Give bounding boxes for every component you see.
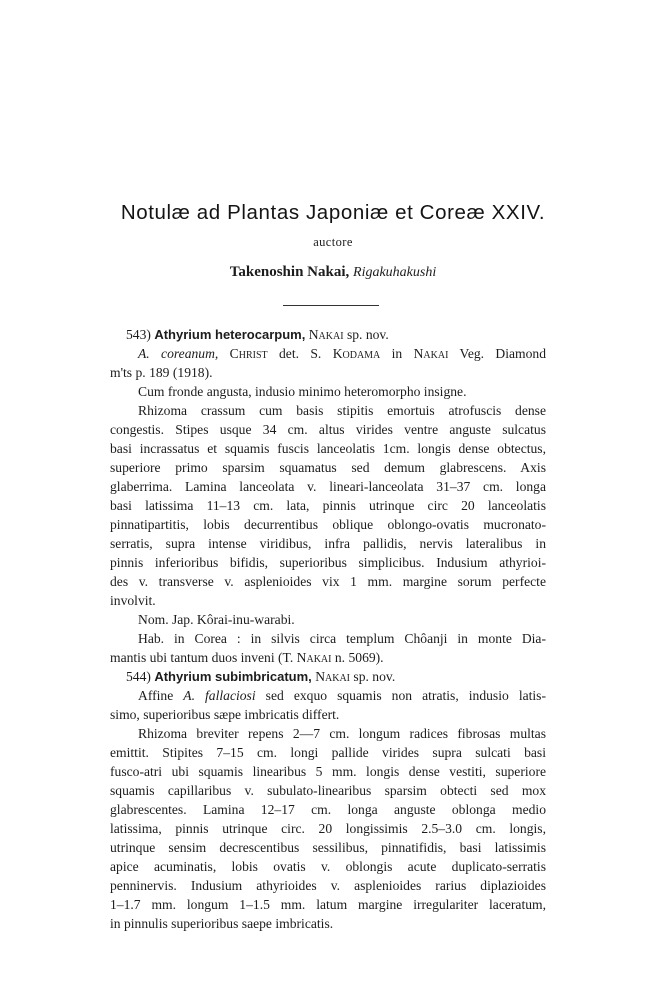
habitat-line-2: mantis ubi tantum duos inveni (T. Nakai n. 5069).: [110, 650, 384, 665]
article-body: [110, 325, 546, 933]
description-line: emittit. Stipites 7–15 cm. longi pallide virides supra sulcati basi: [110, 745, 546, 760]
description-line: Rhizoma breviter repens 2—7 cm. longum radices fibrosas multas: [138, 726, 546, 741]
author-role: Rigakuhakushi: [353, 265, 437, 280]
description-line: in pinnulis superioribus saepe imbricatis.: [110, 916, 334, 931]
species-heading-544: [110, 667, 546, 686]
species-authority: Nakai: [315, 669, 351, 684]
vernacular-name: Nom. Jap. Kôrai-inu-warabi.: [138, 612, 295, 627]
title-divider: [283, 305, 379, 306]
habitat-line: Hab. in Corea : in silvis circa templum Chôanji in monte Dia-: [138, 631, 546, 646]
description-line: glaberrima. Lamina lanceolata v. lineari-lanceolata 31–37 cm. longa: [110, 479, 546, 494]
description-line: apice acuminatis, lobis ovatis v. oblongis acute duplicato-serratis: [110, 859, 546, 874]
synonym-line-2: m'ts p. 189 (1918).: [110, 365, 213, 380]
species-name: Athyrium subimbricatum,: [154, 669, 312, 684]
description-line: fusco-atri ubi squamis linearibus 5 mm. longis dense vestiti, superiore: [110, 764, 546, 779]
description-line: superiore primo sparsim squamatus sed demum glabrescens. Axis: [110, 460, 546, 475]
paper-title: Notulæ ad Plantas Japoniæ et Coreæ XXIV.: [120, 201, 546, 224]
description-line: pinnis inferioribus bifidis, superioribus simplicibus. Indusium athyrioi-: [110, 555, 546, 570]
description-line: 1–1.7 mm. longum 1–1.5 mm. latum margine irregulariter laceratum,: [110, 897, 546, 912]
description-line: pinnatipartitis, lobis decurrentibus oblique oblongo-ovatis mucronato-: [110, 517, 546, 532]
author-name: Takenoshin Nakai,: [229, 264, 350, 280]
affinity-line: Affine A. fallaciosi sed exquo squamis non atratis, indusio latis-: [138, 688, 547, 703]
synonym-line: A. coreanum, Christ det. S. Kodama in Nakai Veg. Diamond: [138, 346, 546, 361]
description-line: des v. transverse v. asplenioides vix 1 mm. margine sorum perfecte: [110, 574, 546, 589]
author-line: [0, 264, 666, 281]
species-number: 543): [126, 327, 151, 342]
description-line: glabrescentes. Lamina 12–17 cm. longa anguste oblonga medio: [110, 802, 546, 817]
description-line: Rhizoma crassum cum basis stipitis emortuis atrofuscis dense: [138, 403, 546, 418]
description-line: penninervis. Indusium athyrioides v. asplenioides rarius diplazioides: [110, 878, 546, 893]
description-line: congestis. Stipes usque 34 cm. altus virides ventre anguste sulcatus: [110, 422, 546, 437]
description-line: latissima, pinnis utrinque circ. 20 longissimis 2.5–3.0 cm. longis,: [110, 821, 546, 836]
species-authority: Nakai: [308, 327, 344, 342]
description-line: involvit.: [110, 593, 156, 608]
species-name: Athyrium heterocarpum,: [154, 327, 306, 342]
diagnosis-line: Cum fronde angusta, indusio minimo heteromorpho insigne.: [138, 384, 467, 399]
description-line: serratis, supra intense viridibus, infra pallidis, nervis lateralibus in: [110, 536, 546, 551]
description-line: basi incrassatus et squamis fuscis lanceolatis 1cm. longis dense obtectus,: [110, 441, 546, 456]
affinity-line-2: simo, superioribus sæpe imbricatis differt.: [110, 707, 340, 722]
species-number: 544): [126, 669, 151, 684]
description-line: basi latissima 11–13 cm. lata, pinnis utrinque circ 20 lanceolatis: [110, 498, 546, 513]
description-line: utrinque sensim decrescentibus sessilibus, pinnatifidis, basi latissimis: [110, 840, 546, 855]
auctore-label: auctore: [313, 235, 353, 249]
species-status: sp. nov.: [353, 669, 396, 684]
description-line: squamis capillaribus v. subulato-linearibus sparsim obtecti sed mox: [110, 783, 546, 798]
species-status: sp. nov.: [346, 327, 389, 342]
species-heading-543: [110, 325, 546, 344]
